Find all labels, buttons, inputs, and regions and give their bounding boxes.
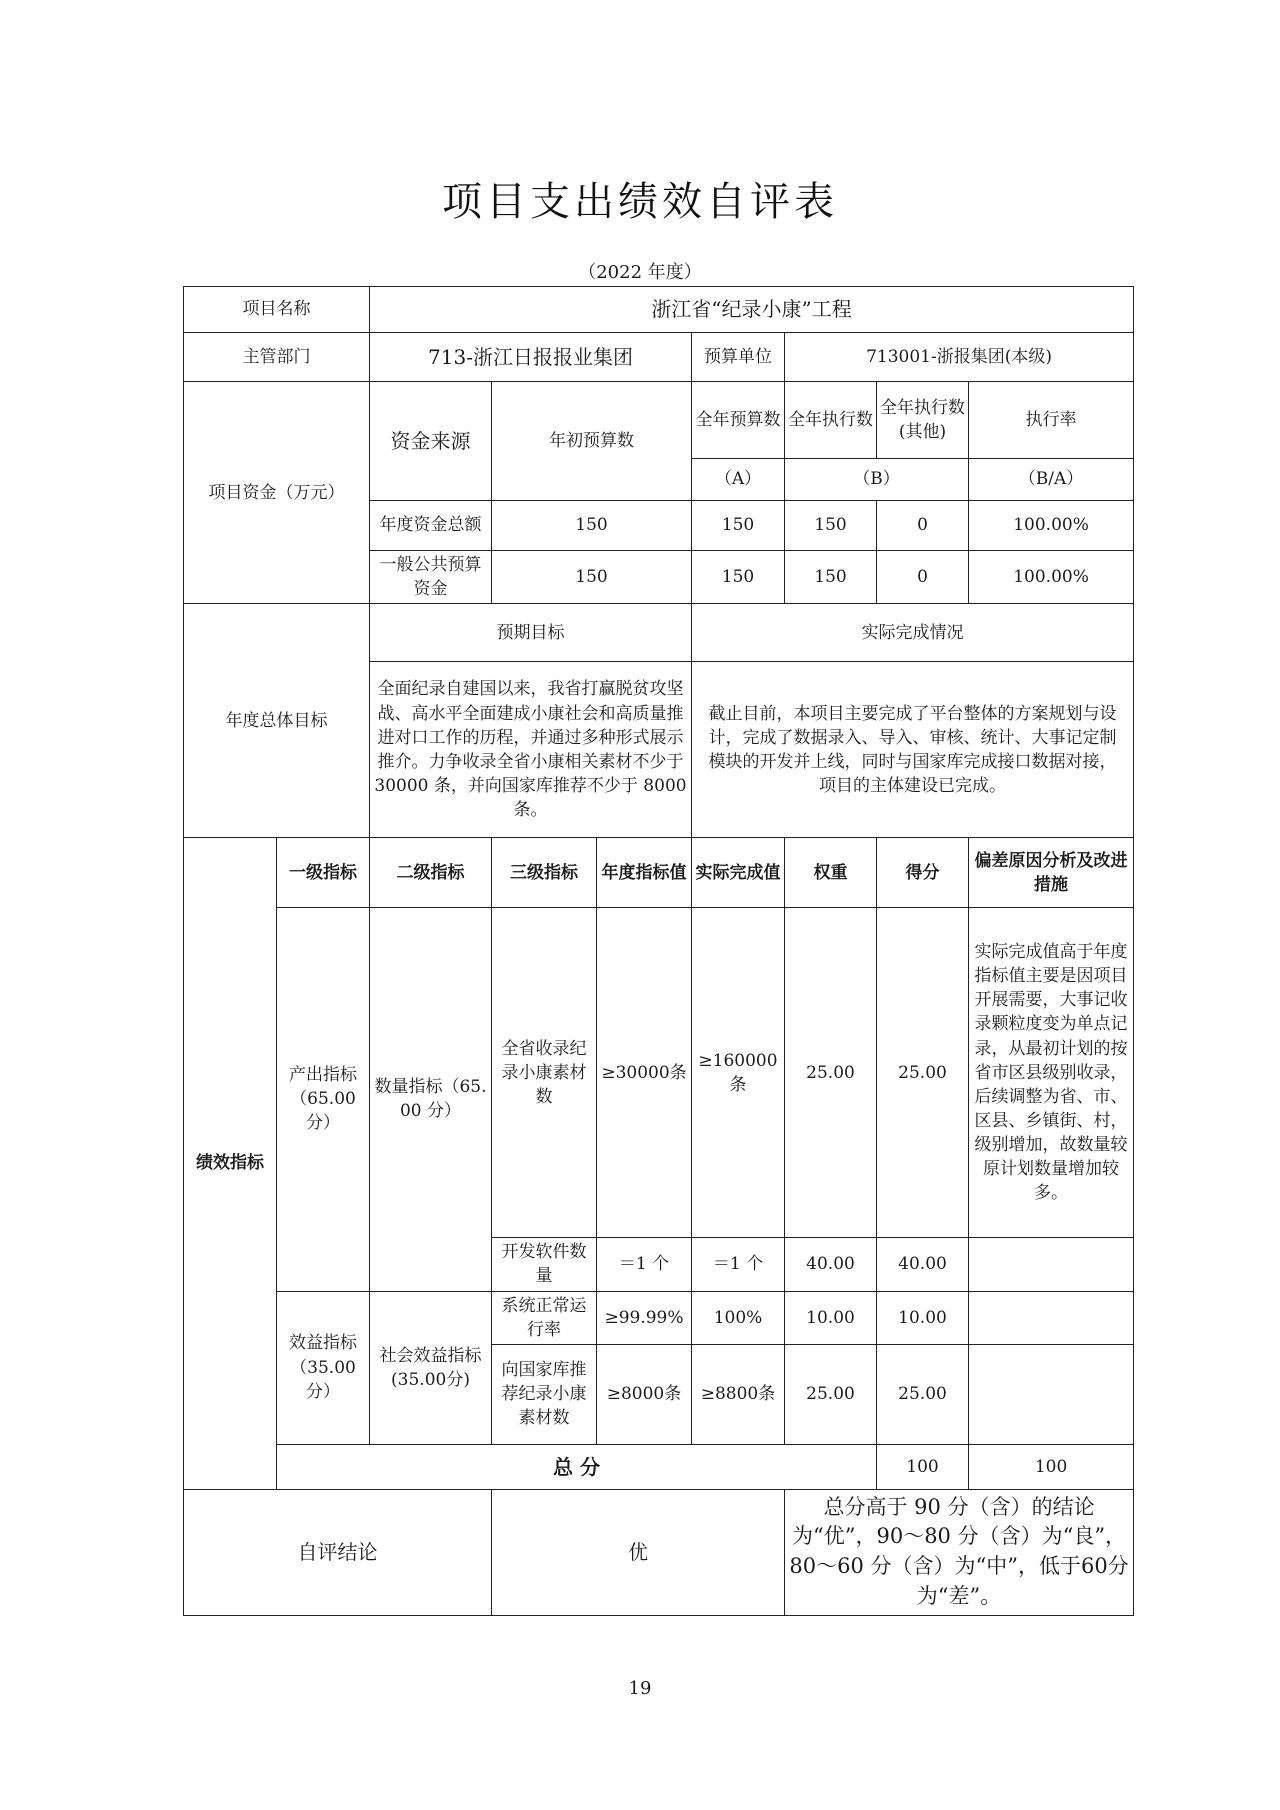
funds-exec-other-header: 全年执行数(其他) [877,382,969,459]
perf-h-reason: 偏差原因分析及改进措施 [969,838,1134,908]
perf-label: 绩效指标 [184,838,277,1490]
page-title: 项目支出绩效自评表 [442,179,838,225]
funds-row-other: 0 [877,551,969,604]
funds-row-annual: 150 [692,551,785,604]
perf-h-score: 得分 [877,838,969,908]
funds-rate-header: 执行率 [969,382,1134,459]
funds-row-label: 一般公共预算资金 [370,551,492,604]
indicator-score: 25.00 [877,908,969,1238]
conclusion-label: 自评结论 [184,1489,492,1615]
total-weight: 100 [877,1444,969,1489]
indicator-score: 40.00 [877,1238,969,1291]
goals-actual-text: 截止目前，本项目主要完成了平台整体的方案规划与设计，完成了数据录入、导入、审核、统计、大事记定制模块的开发并上线，同时与国家库完成接口数据对接，项目的主体建设已完成。 [692,662,1134,838]
indicator-weight: 40.00 [785,1238,877,1291]
funds-code-rate: （B/A） [969,459,1134,501]
perf-h-l3: 三级指标 [492,838,597,908]
output-l2: 数量指标（65.00 分） [370,908,492,1291]
perf-h-actual: 实际完成值 [692,838,785,908]
dept-value: 713-浙江日报报业集团 [370,333,692,382]
funds-code-b: （B） [785,459,969,501]
indicator-target: ≥99.99% [597,1291,692,1344]
dept-label: 主管部门 [184,333,370,382]
funds-row-annual: 150 [692,501,785,551]
funds-row-rate: 100.00% [969,551,1134,604]
conclusion-value: 优 [492,1489,785,1615]
budget-unit-value: 713001-浙报集团(本级) [785,333,1134,382]
goals-expected-text: 全面纪录自建国以来，我省打赢脱贫攻坚战、高水平全面建成小康社会和高质量推进对口工作的历程，并通过多种形式展示推介。力争收录全省小康相关素材不少于 30000 条，并向国家库推荐不少于 8000 条。 [370,662,692,838]
indicator-reason [969,1238,1134,1291]
page-number: 19 [628,1678,652,1699]
funds-label: 项目资金（万元） [184,382,370,604]
indicator-weight: 25.00 [785,1344,877,1444]
funds-row-rate: 100.00% [969,501,1134,551]
indicator-l3: 系统正常运行率 [492,1291,597,1344]
indicator-target: ≥8000条 [597,1344,692,1444]
indicator-reason: 实际完成值高于年度指标值主要是因项目开展需要，大事记收录颗粒度变为单点记录，从最初计划的按省市区县级别收录，后续调整为省、市、区县、乡镇街、村，级别增加，故数量较原计划数量增加较多。 [969,908,1134,1238]
indicator-l3: 开发软件数量 [492,1238,597,1291]
funds-row-exec: 150 [785,501,877,551]
funds-row-other: 0 [877,501,969,551]
funds-row-exec: 150 [785,551,877,604]
indicator-actual: 100% [692,1291,785,1344]
funds-row-initial: 150 [492,551,692,604]
indicator-l3: 全省收录纪录小康素材数 [492,908,597,1238]
total-label: 总 分 [277,1444,877,1489]
perf-h-l2: 二级指标 [370,838,492,908]
funds-row-initial: 150 [492,501,692,551]
funds-exec-header: 全年执行数 [785,382,877,459]
project-name-label: 项目名称 [184,287,370,333]
output-l1: 产出指标（65.00分） [277,908,370,1291]
funds-row-label: 年度资金总额 [370,501,492,551]
conclusion-note: 总分高于 90 分（含）的结论为“优”，90～80 分（含）为“良”，80～60 分（含）为“中”，低于60分为“差”。 [785,1489,1134,1615]
indicator-l3: 向国家库推荐纪录小康素材数 [492,1344,597,1444]
benefit-l1: 效益指标（35.00分） [277,1291,370,1444]
project-name: 浙江省“纪录小康”工程 [370,287,1134,333]
indicator-reason [969,1344,1134,1444]
indicator-actual: ≥160000条 [692,908,785,1238]
perf-h-target: 年度指标值 [597,838,692,908]
indicator-weight: 25.00 [785,908,877,1238]
perf-h-l1: 一级指标 [277,838,370,908]
benefit-l2: 社会效益指标(35.00分) [370,1291,492,1444]
funds-initial-header: 年初预算数 [492,382,692,501]
goals-actual-header: 实际完成情况 [692,604,1134,662]
funds-source-header: 资金来源 [370,382,492,501]
indicator-score: 10.00 [877,1291,969,1344]
indicator-actual: ≥8800条 [692,1344,785,1444]
perf-h-weight: 权重 [785,838,877,908]
budget-unit-label: 预算单位 [692,333,785,382]
funds-annual-header: 全年预算数 [692,382,785,459]
indicator-weight: 10.00 [785,1291,877,1344]
total-score: 100 [969,1444,1134,1489]
goals-label: 年度总体目标 [184,604,370,838]
indicator-reason [969,1291,1134,1344]
funds-code-a: （A） [692,459,785,501]
goals-expected-header: 预期目标 [370,604,692,662]
indicator-target: ≥30000条 [597,908,692,1238]
indicator-score: 25.00 [877,1344,969,1444]
evaluation-table [183,286,1134,1616]
report-year: （2022 年度） [578,262,702,283]
indicator-target: ＝1 个 [597,1238,692,1291]
indicator-actual: ＝1 个 [692,1238,785,1291]
